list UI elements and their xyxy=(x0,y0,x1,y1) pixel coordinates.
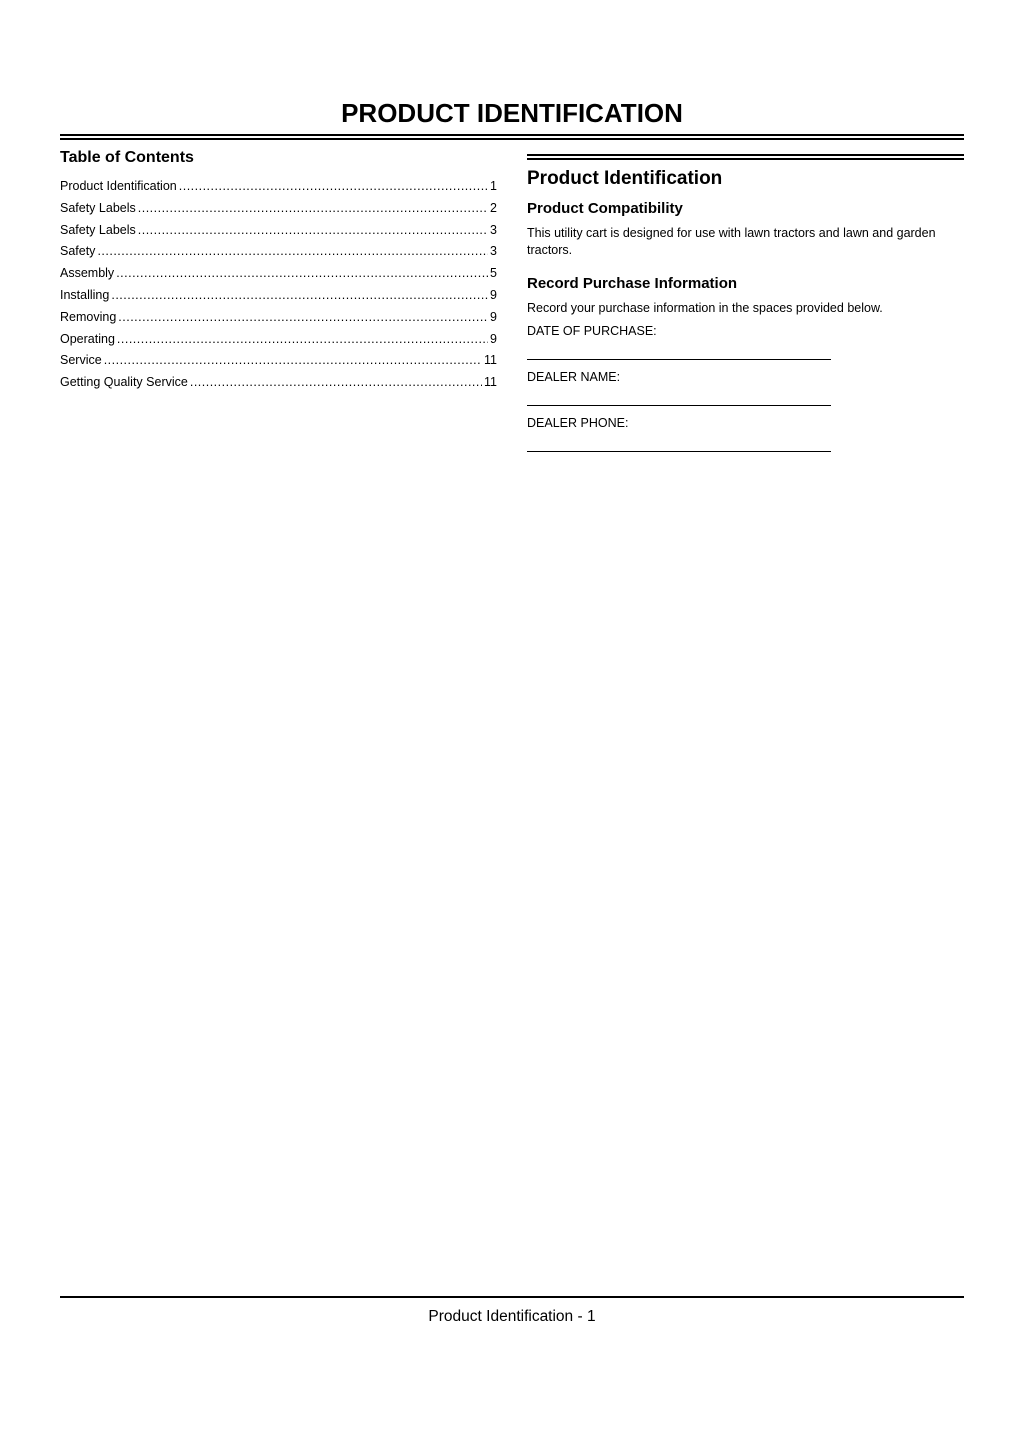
toc-item-page: 3 xyxy=(490,244,497,259)
toc-item[interactable] xyxy=(60,263,497,285)
toc-item-label: Safety Labels xyxy=(60,222,136,237)
product-identification-section xyxy=(527,165,964,452)
footer-rule xyxy=(60,1296,964,1298)
toc-item-page: 9 xyxy=(490,309,497,324)
section-double-rule xyxy=(527,154,964,160)
toc-item[interactable] xyxy=(60,285,497,307)
toc-item-page: 1 xyxy=(490,179,497,193)
section-title: Product Identification xyxy=(527,168,723,189)
dealer-phone-label: DEALER PHONE: xyxy=(527,415,629,430)
toc-leader xyxy=(97,241,488,263)
date-of-purchase-label: DATE OF PURCHASE: xyxy=(527,323,657,338)
toc-item-page: 3 xyxy=(490,222,497,237)
dealer-name-label: DEALER NAME: xyxy=(527,369,621,384)
toc-leader xyxy=(138,198,488,220)
purchase-text: Record your purchase information in the spaces provided below. xyxy=(527,301,883,315)
toc-item-page: 9 xyxy=(490,287,497,302)
toc-leader xyxy=(104,350,482,372)
toc-item-label: Service xyxy=(60,353,102,368)
toc-item-label: Getting Quality Service xyxy=(60,375,188,390)
toc-item[interactable] xyxy=(60,176,497,198)
toc-leader xyxy=(138,220,488,242)
toc-item-label: Safety xyxy=(60,244,96,259)
toc-item[interactable] xyxy=(60,372,497,394)
toc-leader xyxy=(179,176,488,198)
toc-leader xyxy=(117,329,488,351)
page-title: PRODUCT IDENTIFICATION xyxy=(341,98,683,128)
toc-list xyxy=(60,176,497,394)
toc-item[interactable] xyxy=(60,241,497,263)
toc-item-label: Installing xyxy=(60,287,110,302)
toc-item[interactable] xyxy=(60,329,497,351)
toc-item-page: 11 xyxy=(484,353,497,368)
toc-item[interactable] xyxy=(60,220,497,242)
page-footer: Product Identification - 1 xyxy=(428,1308,596,1325)
toc-item-page: 11 xyxy=(484,375,497,390)
table-of-contents xyxy=(60,148,497,394)
toc-leader xyxy=(111,285,488,307)
toc-leader xyxy=(190,372,482,394)
toc-item-label: Operating xyxy=(60,331,115,346)
toc-heading: Table of Contents xyxy=(60,149,194,166)
title-double-rule xyxy=(60,134,964,140)
date-of-purchase-line[interactable] xyxy=(527,359,831,360)
toc-item-label: Assembly xyxy=(60,266,115,281)
toc-item[interactable] xyxy=(60,198,497,220)
toc-item-label: Safety Labels xyxy=(60,200,136,215)
toc-item-page: 9 xyxy=(490,331,497,346)
toc-item-label: Removing xyxy=(60,309,117,324)
toc-item-page: 2 xyxy=(490,200,497,215)
toc-item-page: 5 xyxy=(490,266,497,281)
toc-item[interactable] xyxy=(60,307,497,329)
dealer-name-line[interactable] xyxy=(527,405,831,406)
compatibility-text: This utility cart is designed for use with lawn tractors and lawn and garden tractors. xyxy=(527,226,936,257)
purchase-heading: Record Purchase Information xyxy=(527,275,738,292)
toc-item[interactable] xyxy=(60,350,497,372)
toc-leader xyxy=(118,307,488,329)
dealer-phone-line[interactable] xyxy=(527,451,831,452)
toc-leader xyxy=(116,263,488,285)
toc-item-label: Product Identification xyxy=(60,179,177,193)
compatibility-heading: Product Compatibility xyxy=(527,200,683,217)
